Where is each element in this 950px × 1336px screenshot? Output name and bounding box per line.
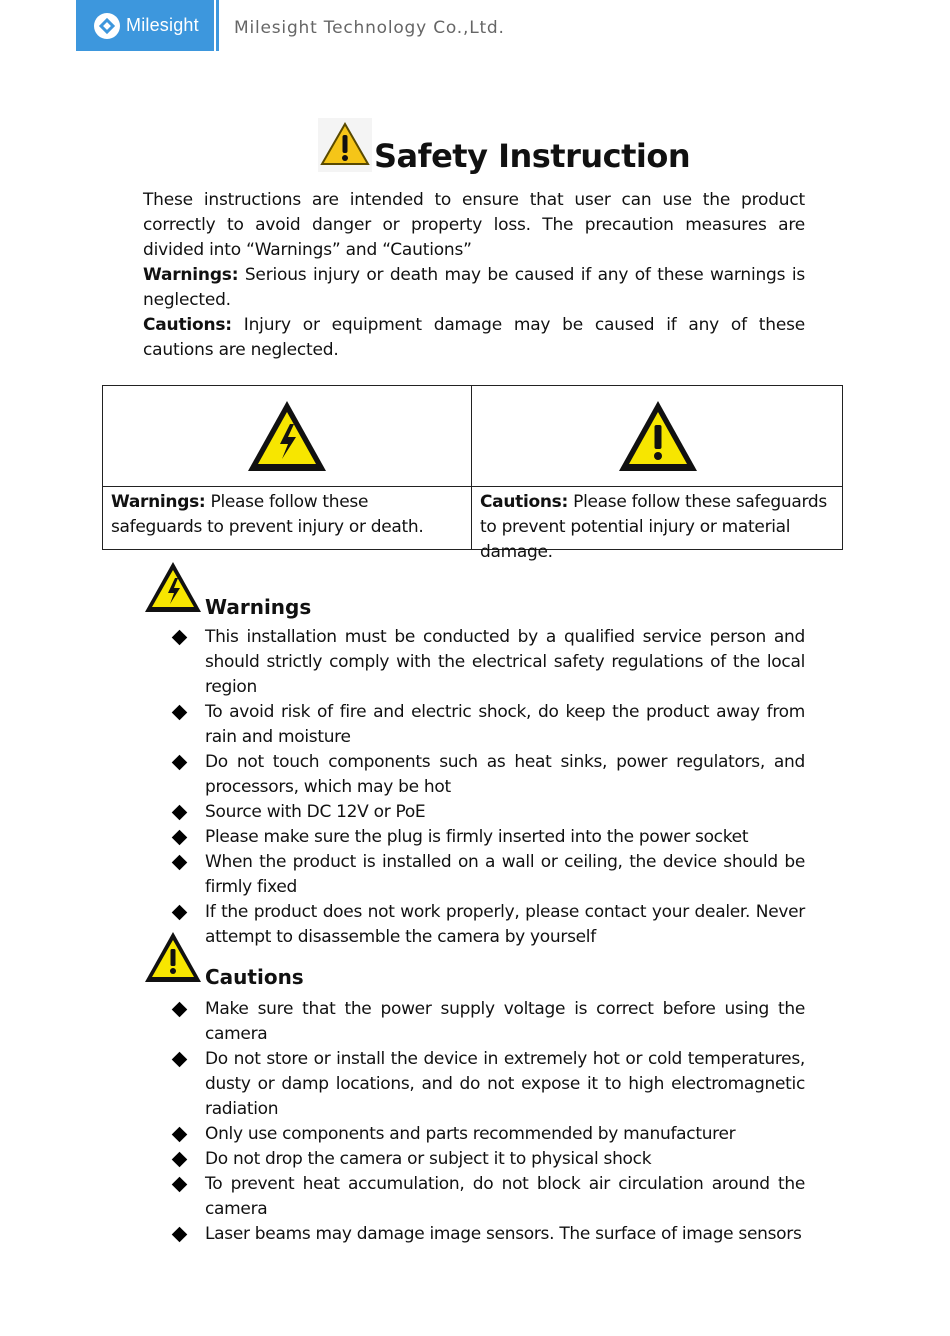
cautions-label: Cautions: [143, 315, 232, 335]
cautions-list [172, 997, 805, 1247]
list-item: Do not drop the camera or subject it to physical shock [172, 1147, 805, 1172]
warnings-list [172, 625, 805, 950]
company-name: Milesight Technology Co.,Ltd. [234, 18, 505, 38]
list-item: Make sure that the power supply voltage is correct before using the camera [172, 997, 805, 1047]
list-item: If the product does not work properly, please contact your dealer. Never attempt to disassemble the camera by yourself [172, 900, 805, 950]
electric-shock-icon [143, 560, 203, 614]
cautions-title: Cautions [205, 965, 304, 989]
milesight-logo-icon [94, 13, 120, 39]
cautions-heading [143, 930, 304, 989]
page-title-block [318, 118, 691, 175]
page-title: Safety Instruction [374, 137, 691, 175]
company-logo [76, 0, 214, 51]
warnings-label: Warnings: [143, 265, 239, 285]
list-item: Source with DC 12V or PoE [172, 800, 805, 825]
list-item: Laser beams may damage image sensors. The surface of image sensors [172, 1222, 805, 1247]
list-item: Only use components and parts recommended by manufacturer [172, 1122, 805, 1147]
list-item: When the product is installed on a wall or ceiling, the device should be firmly fixed [172, 850, 805, 900]
list-item: Please make sure the plug is firmly inserted into the power socket [172, 825, 805, 850]
table-cautions-label: Cautions: [480, 492, 569, 512]
logo-text: Milesight [126, 15, 199, 35]
header-divider [216, 0, 219, 51]
list-item: This installation must be conducted by a qualified service person and should strictly comply with the electrical safety regulations of the local region [172, 625, 805, 700]
list-item: Do not touch components such as heat sinks, power regulators, and processors, which may be hot [172, 750, 805, 800]
list-item: To avoid risk of fire and electric shock, do keep the product away from rain and moisture [172, 700, 805, 750]
warning-triangle-icon [318, 118, 372, 172]
warnings-heading [143, 560, 312, 619]
cautions-definition: Injury or equipment damage may be caused if any of these cautions are neglected. [143, 315, 805, 360]
table-warnings-text: Please follow these safeguards to prevent injury or death. [111, 492, 424, 537]
table-warnings-label: Warnings: [111, 492, 206, 512]
caution-exclamation-icon [615, 397, 701, 475]
list-item: Do not store or install the device in extremely hot or cold temperatures, dusty or damp locations, and do not expose it to high electromagnetic radiation [172, 1047, 805, 1122]
table-warnings-cell [111, 490, 461, 540]
intro-text: These instructions are intended to ensure that user can use the product correctly to avoid danger or property loss. The precaution measures are divided into “Warnings” and “Cautions” [143, 190, 805, 260]
warnings-definition: Serious injury or death may be caused if any of these warnings is neglected. [143, 265, 805, 310]
safety-table [102, 385, 843, 562]
list-item: To prevent heat accumulation, do not block air circulation around the camera [172, 1172, 805, 1222]
table-cautions-text: Please follow these safeguards to prevent potential injury or material damage. [480, 492, 827, 562]
warnings-title: Warnings [205, 595, 312, 619]
caution-exclamation-icon [143, 930, 203, 984]
intro-paragraph [143, 188, 805, 363]
electric-shock-icon [244, 397, 330, 475]
table-cautions-cell [480, 490, 840, 565]
